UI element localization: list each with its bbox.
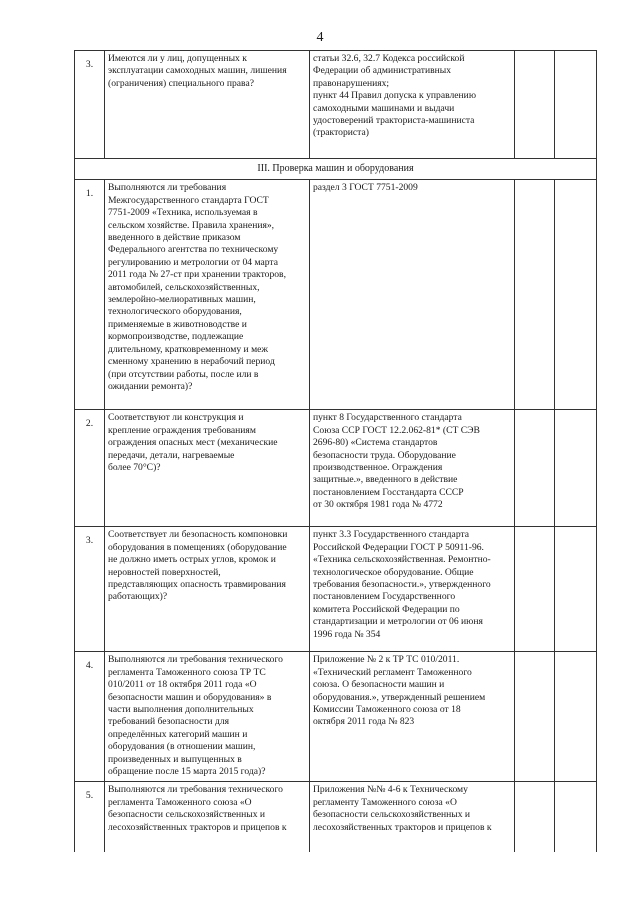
row-note-cell — [555, 527, 597, 652]
row-reference: Приложение № 2 к ТР ТС 010/2011. «Технический регламент Таможенного союза. О безопасности машин и оборудования.», утвержденный решением Комиссии Таможенного союза от 18 октября 2011 года № 823 — [310, 652, 515, 782]
row-note-cell — [555, 51, 597, 159]
table-row — [75, 652, 597, 782]
table-row — [75, 782, 597, 852]
row-answer-cell — [515, 652, 555, 782]
row-note-cell — [555, 180, 597, 410]
row-note-cell — [555, 782, 597, 852]
row-number: 1. — [75, 180, 105, 410]
row-answer-cell — [515, 180, 555, 410]
row-answer-cell — [515, 527, 555, 652]
checklist-table — [74, 50, 597, 852]
table-row — [75, 180, 597, 410]
row-number: 4. — [75, 652, 105, 782]
row-answer-cell — [515, 410, 555, 527]
row-number: 3. — [75, 51, 105, 159]
row-answer-cell — [515, 51, 555, 159]
table-row — [75, 51, 597, 159]
row-reference: Приложения №№ 4-6 к Техническому регламенту Таможенного союза «О безопасности сельскохозяйственных и лесохозяйственных тракторов и прицепов к — [310, 782, 515, 852]
row-question: Выполняются ли требования технического регламента Таможенного союза «О безопасности сельскохозяйственных и лесохозяйственных тракторов и прицепов к — [105, 782, 310, 852]
row-note-cell — [555, 410, 597, 527]
row-reference: раздел 3 ГОСТ 7751-2009 — [310, 180, 515, 410]
row-reference: пункт 3.3 Государственного стандарта Российской Федерации ГОСТ Р 50911-96. «Техника сельскохозяйственная. Ремонтно- технологическое оборудование. Общие требования безопасности.», утвержденного постановлением Государственного комитета Российской Федерации по стандартизации и метрологии от 06 июня 1996 года № 354 — [310, 527, 515, 652]
row-reference: статьи 32.6, 32.7 Кодекса российской Федерации об административных правонарушениях; пункт 44 Правил допуска к управлению самоходными машинами и выдачи удостоверений тракториста-машиниста (тракториста) — [310, 51, 515, 159]
row-note-cell — [555, 652, 597, 782]
row-number: 5. — [75, 782, 105, 852]
row-number: 2. — [75, 410, 105, 527]
section-header-row — [75, 159, 597, 180]
row-reference: пункт 8 Государственного стандарта Союза ССР ГОСТ 12.2.062-81* (СТ СЭВ 2696-80) «Система стандартов безопасности труда. Оборудование производственное. Ограждения защитные.», введенного в действие постановлением Госстандарта СССР от 30 октября 1981 года № 4772 — [310, 410, 515, 527]
page-number: 4 — [316, 30, 324, 45]
section-title: III. Проверка машин и оборудования — [75, 159, 597, 180]
table-row — [75, 527, 597, 652]
row-answer-cell — [515, 782, 555, 852]
row-question: Соответствует ли безопасность компоновки оборудования в помещениях (оборудование не должно иметь острых углов, кромок и неровностей поверхностей, представляющих опасность травмирования работающих)? — [105, 527, 310, 652]
row-number: 3. — [75, 527, 105, 652]
row-question: Выполняются ли требования технического регламента Таможенного союза ТР ТС 010/2011 от 18 октября 2011 года «О безопасности машин и оборудования» в части выполнения дополнительных требований безопасности для определённых категорий машин и оборудования (в отношении машин, произведенных и выпущенных в обращение после 15 марта 2015 года)? — [105, 652, 310, 782]
row-question: Имеются ли у лиц, допущенных к эксплуатации самоходных машин, лишения (ограничения) специального права? — [105, 51, 310, 159]
row-question: Выполняются ли требования Межгосударственного стандарта ГОСТ 7751-2009 «Техника, используемая в сельском хозяйстве. Правила хранения», введенного в действие приказом Федерального агентства по техническому регулированию и метрологии от 04 марта 2011 года № 27-ст при хранении тракторов, автомобилей, сельскохозяйственных, землеройно-мелиоративных машин, технологического оборудования, применяемые в животноводстве и кормопроизводстве, подлежащие длительному, кратковременному и меж сменному хранению в нерабочий период (при отсутствии работы, после или в ожидании ремонта)? — [105, 180, 310, 410]
row-question: Соответствуют ли конструкция и крепление ограждения требованиям ограждения опасных мест (механические передачи, детали, нагреваемые более 70°С)? — [105, 410, 310, 527]
table-row — [75, 410, 597, 527]
